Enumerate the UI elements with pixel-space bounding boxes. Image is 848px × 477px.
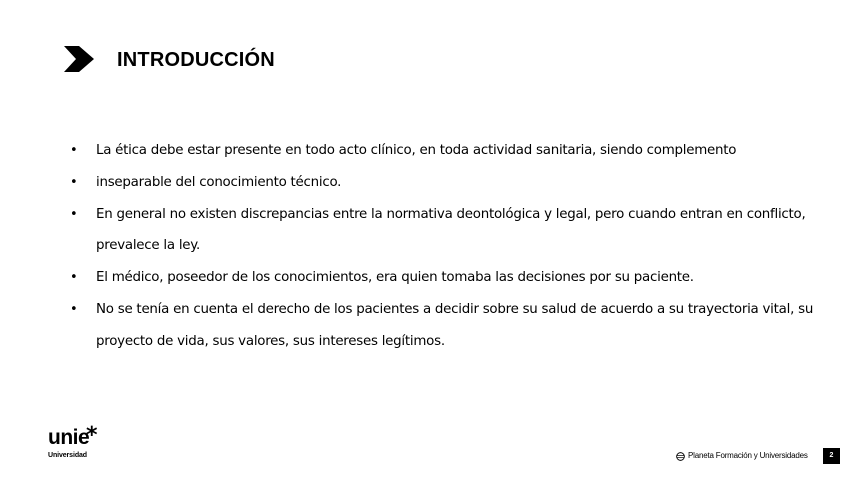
list-item-text: El médico, poseedor de los conocimientos, era quien tomaba las decisiones por su paciente. <box>96 270 694 286</box>
partner-text: Planeta Formación y Universidades <box>688 451 808 460</box>
page-title: INTRODUCCIÓN <box>117 49 275 71</box>
logo-wordmark: unie <box>48 426 90 449</box>
list-item <box>66 262 836 294</box>
bullet-marker: • <box>70 301 78 317</box>
list-item-text: No se tenía en cuenta el derecho de los pacientes a decidir sobre su salud de acuerdo a su trayectoria vital, su proyecto de vida, sus valores, sus intereses legítimos. <box>96 301 814 349</box>
logo-subtitle: Universidad <box>48 452 87 459</box>
list-item-text: La ética debe estar presente en todo acto clínico, en toda actividad sanitaria, siendo complemento <box>96 143 737 158</box>
list-item <box>66 199 836 263</box>
asterisk-icon: * <box>86 423 98 448</box>
chevron-right-icon <box>64 46 94 72</box>
bullet-marker: • <box>70 174 78 190</box>
bullet-list <box>66 135 836 358</box>
list-item-text: inseparable del conocimiento técnico. <box>96 174 342 190</box>
list-item <box>66 167 836 199</box>
bullet-marker: • <box>70 143 78 158</box>
list-item-text: En general no existen discrepancias entre la normativa deontológica y legal, pero cuando entran en conflicto, prevalece la ley. <box>96 206 806 254</box>
list-item <box>66 294 836 358</box>
planeta-globe-icon <box>676 452 685 461</box>
partner-logo <box>676 450 808 462</box>
bullet-marker: • <box>70 270 78 286</box>
list-item <box>66 135 836 167</box>
unie-logo <box>48 423 98 460</box>
page-number: 2 <box>823 448 840 464</box>
bullet-marker: • <box>70 206 78 222</box>
